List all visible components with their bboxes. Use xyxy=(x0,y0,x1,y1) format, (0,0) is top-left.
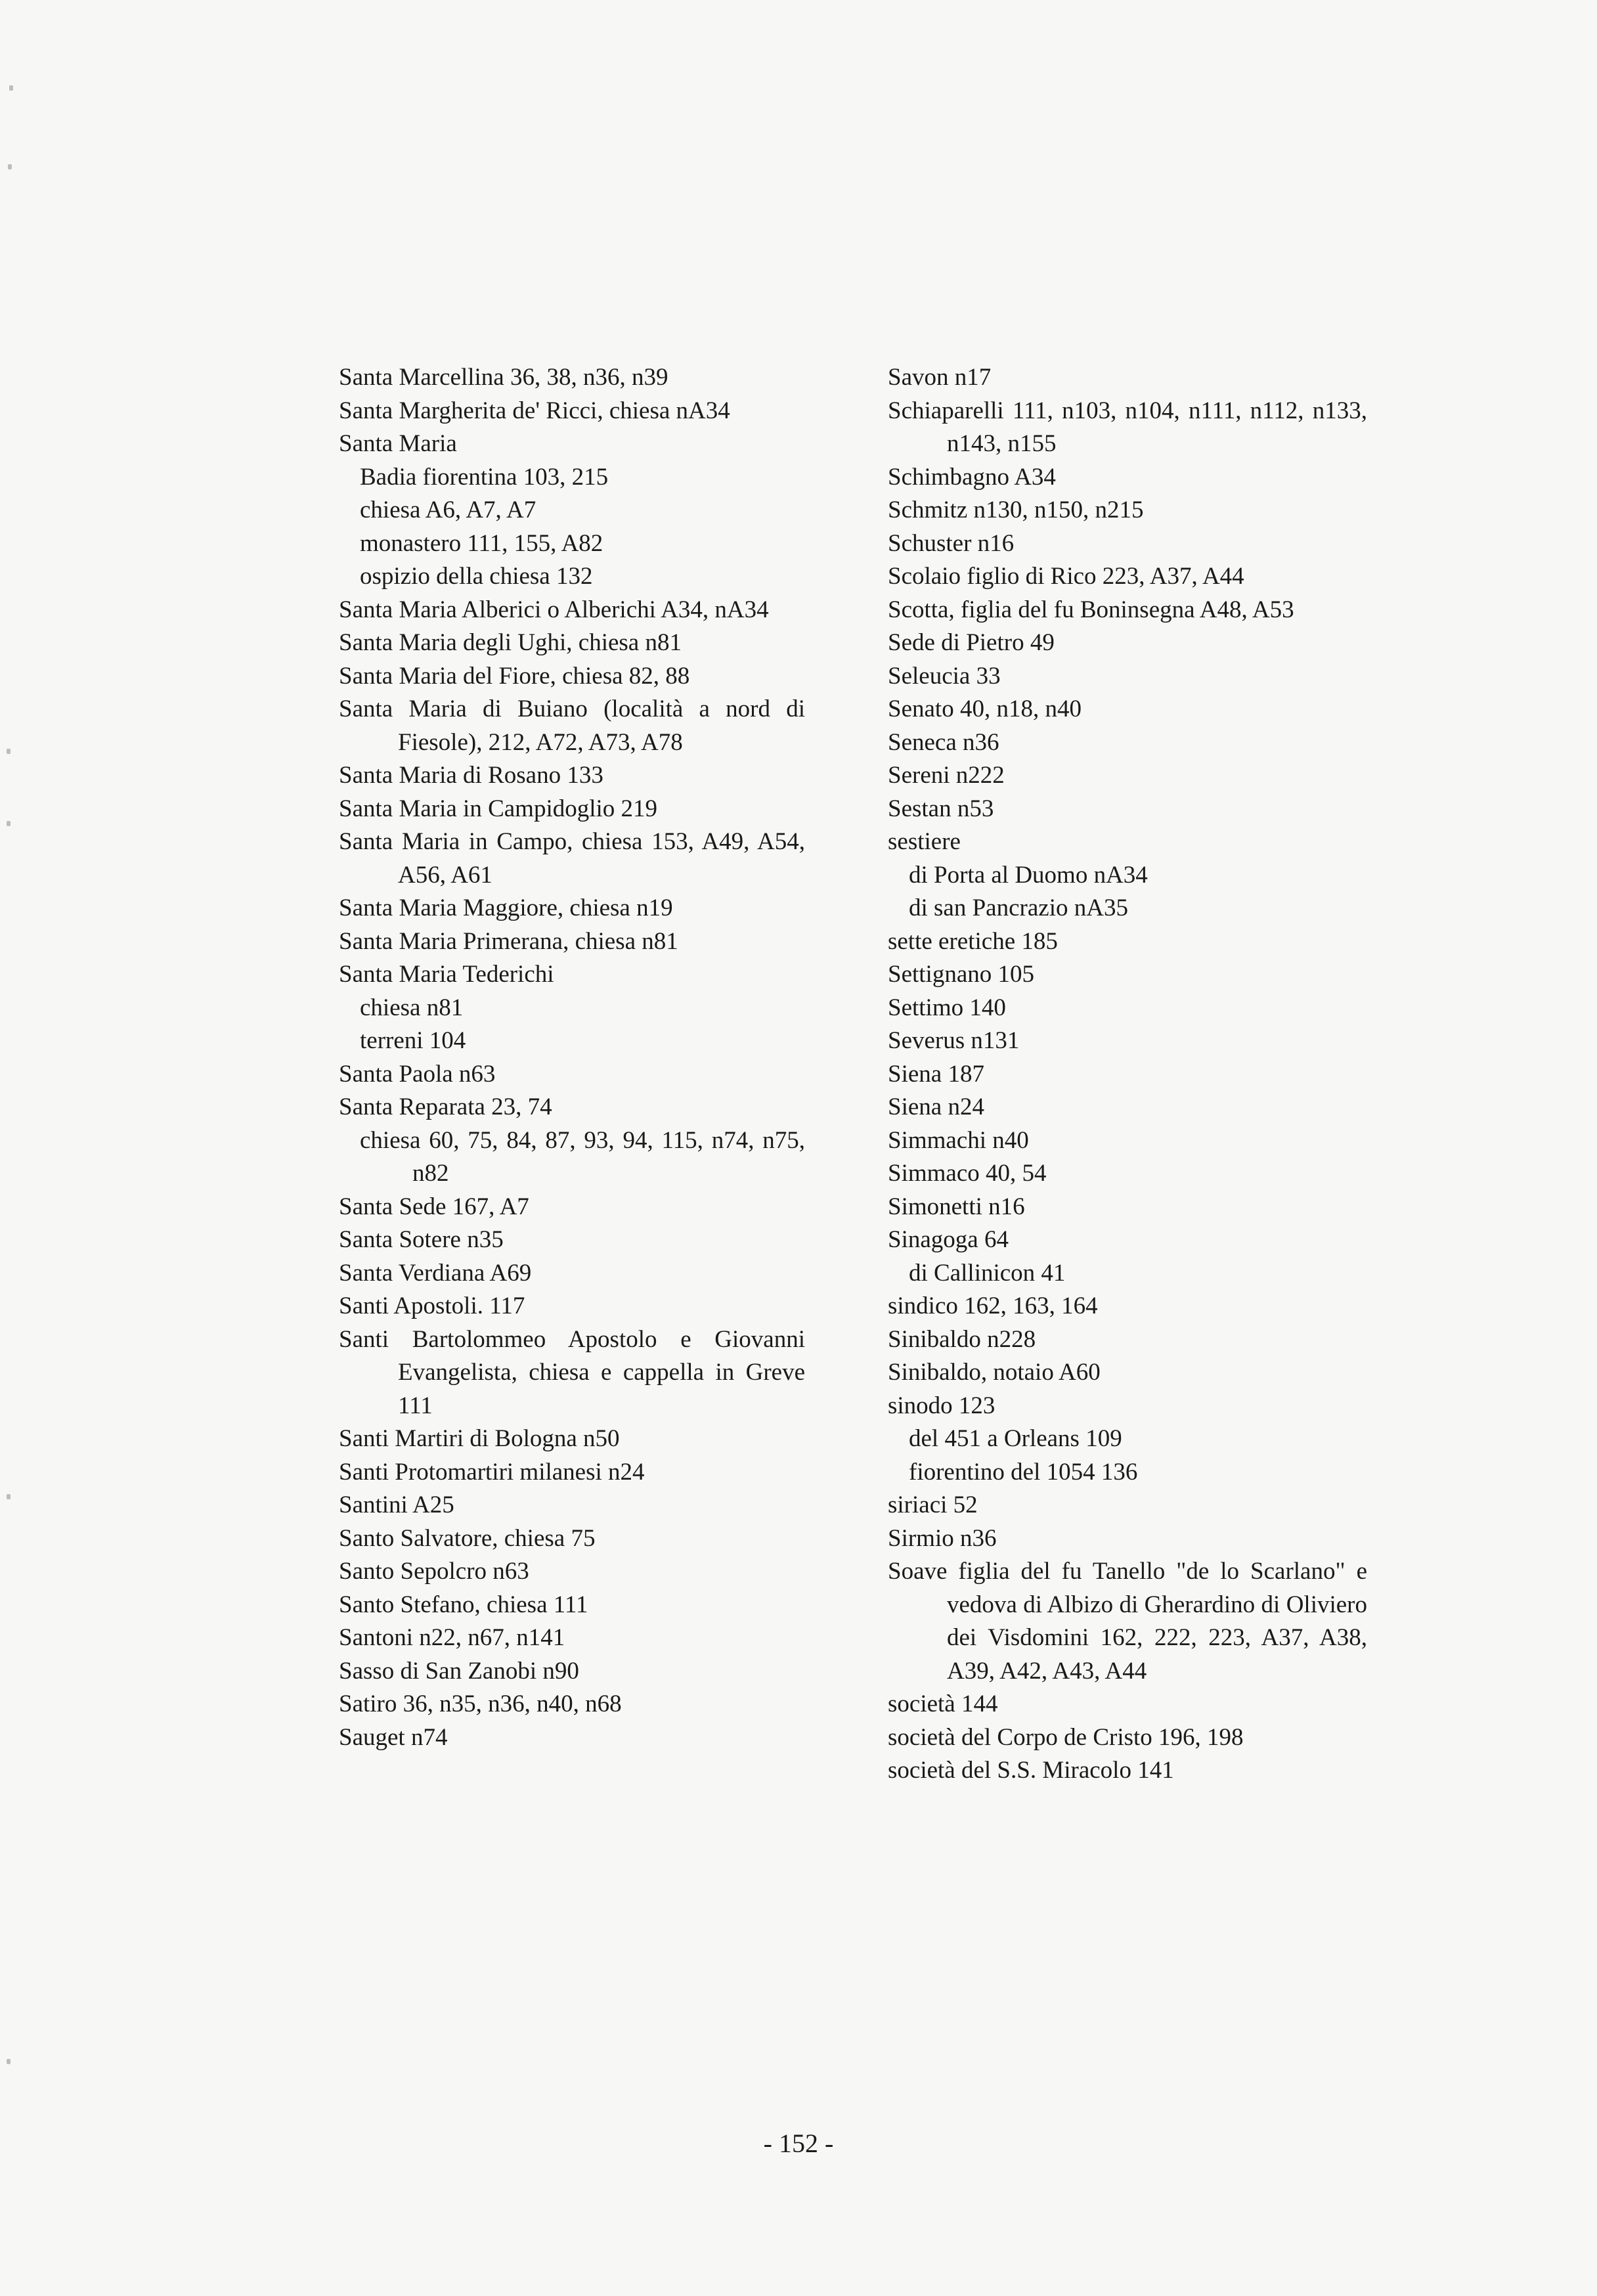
index-entry: Siena 187 xyxy=(888,1060,984,1088)
index-entry: Sede di Pietro 49 xyxy=(888,629,1055,656)
index-entry: Scotta, figlia del fu Boninsegna A48, A53 xyxy=(888,596,1294,623)
index-entry: sinodo 123 xyxy=(888,1392,995,1419)
index-entry: società 144 xyxy=(888,1690,998,1717)
index-entry: Santa Maria Alberici o Alberichi A34, nA34 xyxy=(339,596,769,623)
index-subentry: terreni 104 xyxy=(360,1027,466,1054)
index-subentry: chiesa 60, 75, 84, 87, 93, 94, 115, n74, n75, n82 xyxy=(360,1126,805,1187)
index-entry: Schuster n16 xyxy=(888,529,1015,557)
index-entry: Santa Marcellina 36, 38, n36, n39 xyxy=(339,364,668,391)
index-entry: Severus n131 xyxy=(888,1027,1020,1054)
index-entry: Santo Salvatore, chiesa 75 xyxy=(339,1524,596,1552)
index-entry: Sinagoga 64 xyxy=(888,1226,1009,1253)
index-entry: Siena n24 xyxy=(888,1093,984,1120)
index-entry: Sasso di San Zanobi n90 xyxy=(339,1657,579,1685)
index-entry: Settimo 140 xyxy=(888,994,1006,1021)
index-entry: Scolaio figlio di Rico 223, A37, A44 xyxy=(888,563,1244,590)
index-entry: Simmaco 40, 54 xyxy=(888,1160,1047,1187)
index-entry: sette eretiche 185 xyxy=(888,927,1058,955)
scan-speck xyxy=(7,821,11,826)
index-subentry: del 451 a Orleans 109 xyxy=(909,1425,1122,1452)
index-entry: Santini A25 xyxy=(339,1491,454,1518)
index-entry: Seleucia 33 xyxy=(888,662,1001,690)
index-entry: Simmachi n40 xyxy=(888,1126,1029,1154)
index-entry: Santa Margherita de' Ricci, chiesa nA34 xyxy=(339,397,730,424)
index-column-left xyxy=(339,361,805,1754)
index-entry: Santa Maria degli Ughi, chiesa n81 xyxy=(339,629,682,656)
index-entry: società del S.S. Miracolo 141 xyxy=(888,1757,1174,1784)
index-entry: Soave figlia del fu Tanello "de lo Scarlano" e vedova di Albizo di Gherardino di Oliviero dei Visdomini 162, 222, 223, A37, A38, A39, A42, A43, A44 xyxy=(888,1558,1367,1685)
index-entry: Seneca n36 xyxy=(888,728,999,756)
index-subentry: Badia fiorentina 103, 215 xyxy=(360,463,609,491)
index-entry: Schmitz n130, n150, n215 xyxy=(888,497,1144,523)
scan-speck xyxy=(7,1494,11,1499)
index-entry: Santa Sede 167, A7 xyxy=(339,1193,529,1220)
index-entry: Santo Stefano, chiesa 111 xyxy=(339,1591,588,1618)
index-entry: Savon n17 xyxy=(888,364,992,391)
index-entry: Sinibaldo, notaio A60 xyxy=(888,1359,1101,1386)
index-entry: Santa Maria in Campidoglio 219 xyxy=(339,795,658,822)
index-subentry: ospizio della chiesa 132 xyxy=(360,563,593,590)
index-entry: Santa Maria del Fiore, chiesa 82, 88 xyxy=(339,662,690,690)
scan-speck xyxy=(8,164,12,169)
index-entry: Santa Maria di Buiano (località a nord di Fiesole), 212, A72, A73, A78 xyxy=(339,695,805,756)
index-entry: Schiaparelli 111, n103, n104, n111, n112, n133, n143, n155 xyxy=(888,397,1367,457)
index-subentry: di san Pancrazio nA35 xyxy=(909,894,1128,921)
index-subentry: di Porta al Duomo nA34 xyxy=(909,861,1148,889)
index-entry: Santi Bartolommeo Apostolo e Giovanni Evangelista, chiesa e cappella in Greve 111 xyxy=(339,1325,805,1419)
index-entry: Santo Sepolcro n63 xyxy=(339,1558,529,1585)
index-entry: Settignano 105 xyxy=(888,961,1035,988)
index-entry: Sirmio n36 xyxy=(888,1524,997,1552)
index-entry: Santi Apostoli. 117 xyxy=(339,1292,525,1319)
index-entry: Santa Maria di Rosano 133 xyxy=(339,762,603,789)
index-column-right xyxy=(888,361,1367,1788)
index-entry: Sauget n74 xyxy=(339,1723,448,1751)
index-subentry: di Callinicon 41 xyxy=(909,1259,1066,1287)
index-entry: Santa Verdiana A69 xyxy=(339,1259,532,1287)
index-entry: Simonetti n16 xyxy=(888,1193,1025,1220)
index-entry: Santa Reparata 23, 74 xyxy=(339,1093,552,1120)
index-entry: Schimbagno A34 xyxy=(888,463,1056,491)
index-entry: Santa Sotere n35 xyxy=(339,1226,504,1253)
index-entry: Santa Maria Maggiore, chiesa n19 xyxy=(339,894,673,921)
index-entry: Santa Paola n63 xyxy=(339,1060,496,1088)
index-entry: società del Corpo de Cristo 196, 198 xyxy=(888,1723,1244,1751)
index-entry: Santa Maria xyxy=(339,430,457,457)
index-entry: sestiere xyxy=(888,828,961,855)
index-entry: Sestan n53 xyxy=(888,795,994,822)
page-number: - 152 - xyxy=(763,2129,834,2158)
index-entry: siriaci 52 xyxy=(888,1491,978,1518)
index-subentry: monastero 111, 155, A82 xyxy=(360,529,603,557)
index-subentry: chiesa A6, A7, A7 xyxy=(360,497,536,523)
index-entry: Santa Maria Primerana, chiesa n81 xyxy=(339,927,678,955)
scan-speck xyxy=(7,749,11,754)
index-entry: Santa Maria in Campo, chiesa 153, A49, A54, A56, A61 xyxy=(339,828,805,889)
index-entry: Santi Protomartiri milanesi n24 xyxy=(339,1458,645,1486)
scan-speck xyxy=(7,2059,11,2064)
scan-speck xyxy=(9,85,13,91)
index-subentry: chiesa n81 xyxy=(360,994,464,1021)
index-entry: sindico 162, 163, 164 xyxy=(888,1292,1098,1319)
index-entry: Santi Martiri di Bologna n50 xyxy=(339,1425,620,1452)
index-entry: Satiro 36, n35, n36, n40, n68 xyxy=(339,1690,622,1717)
index-subentry: fiorentino del 1054 136 xyxy=(909,1458,1138,1486)
index-entry: Sinibaldo n228 xyxy=(888,1325,1036,1353)
index-entry: Santoni n22, n67, n141 xyxy=(339,1624,565,1651)
index-entry: Sereni n222 xyxy=(888,762,1005,789)
index-entry: Senato 40, n18, n40 xyxy=(888,695,1082,722)
index-entry: Santa Maria Tederichi xyxy=(339,961,554,988)
